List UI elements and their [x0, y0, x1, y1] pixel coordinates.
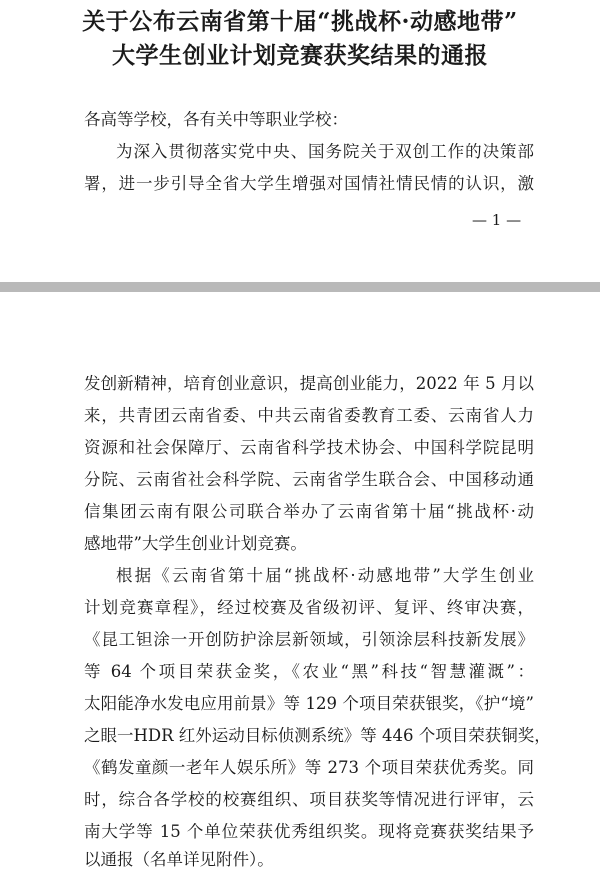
body-line: 发创新精神，培育创业意识，提高创业能力，2022 年 5 月以 [84, 374, 534, 393]
body-line: 太阳能净水发电应用前景》等 129 个项目荣获银奖，《护“境” [84, 694, 534, 713]
page-separator [0, 282, 600, 292]
body-line: 感地带”大学生创业计划竞赛。 [84, 534, 307, 553]
document-title-line-1: 关于公布云南省第十届“挑战杯·动感地带” [82, 8, 518, 35]
body-line: 资源和社会保障厅、云南省科学技术协会、中国科学院昆明 [84, 438, 534, 457]
body-line: 《鹤发童颜一老年人娱乐所》等 273 个项目荣获优秀奖。同 [84, 758, 534, 777]
body-line: 时，综合各学校的校赛组织、项目获奖等情况进行评审，云 [84, 790, 534, 809]
body-line: 之眼一HDR 红外运动目标侦测系统》等 446 个项目荣获铜奖， [84, 726, 551, 745]
document-page-1 [0, 0, 600, 282]
body-line: 根据《云南省第十届“挑战杯·动感地带”大学生创业 [116, 566, 534, 585]
document-page-2 [0, 292, 600, 869]
page-number: — 1 — [472, 211, 522, 229]
body-line: 等 64 个项目荣获金奖，《农业“黑”科技“智慧灌溉”： [84, 662, 534, 681]
body-line: 《昆工钽涂一开创防护涂层新领域，引领涂层科技新发展》 [84, 630, 534, 649]
body-line: 信集团云南有限公司联合举办了云南省第十届“挑战杯·动 [84, 502, 534, 521]
body-line: 南大学等 15 个单位荣获优秀组织奖。现将竞赛获奖结果予 [84, 822, 534, 841]
body-line: 分院、云南省社会科学院、云南省学生联合会、中国移动通 [84, 470, 534, 489]
document-title-line-2: 大学生创业计划竞赛获奖结果的通报 [112, 42, 488, 69]
paragraph-1-line-2: 署，进一步引导全省大学生增强对国情社情民情的认识，激 [84, 174, 534, 193]
paragraph-1-line-1: 为深入贯彻落实党中央、国务院关于双创工作的决策部 [116, 142, 534, 161]
salutation: 各高等学校，各有关中等职业学校： [84, 110, 348, 129]
body-line: 以通报（名单详见附件）。 [84, 850, 274, 869]
body-line: 来，共青团云南省委、中共云南省委教育工委、云南省人力 [84, 406, 534, 425]
body-line: 计划竞赛章程》，经过校赛及省级初评、复评、终审决赛， [84, 598, 534, 617]
